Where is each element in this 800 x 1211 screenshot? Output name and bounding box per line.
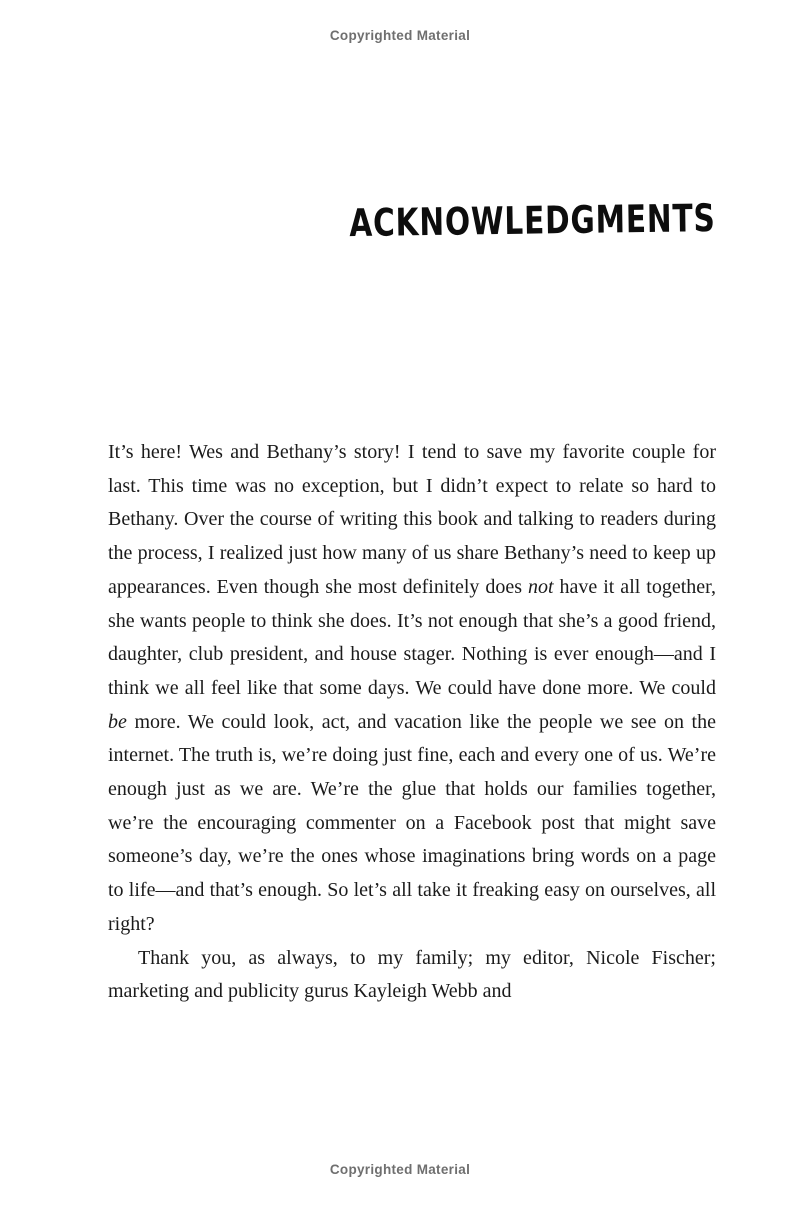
italic-word-not: not bbox=[527, 575, 554, 598]
copyright-notice-top: Copyrighted Material bbox=[329, 28, 471, 43]
page-body bbox=[108, 436, 716, 1009]
copyright-notice-bottom: Copyrighted Material bbox=[329, 1162, 471, 1177]
paragraph-1-text-b: have it all together, she wants people to think she does. It’s not enough that she’s a good friend, daughter, club president, and house stager. Nothing is ever enough—and I think we all feel like that some days. We could have done more. We could bbox=[108, 575, 716, 699]
paragraph-1 bbox=[108, 436, 716, 942]
italic-word-be: be bbox=[108, 710, 127, 733]
paragraph-1-text-c: more. We could look, act, and vacation like the people we see on the internet. The truth is, we’re doing just fine, each and every one of us. We’re enough just as we are. We’re the glue that holds our families together, we’re the encouraging commenter on a Facebook post that might save someone’s day, we’re the ones whose imaginations bring words on a page to life—and that’s enough. So let’s all take it freaking easy on ourselves, all right? bbox=[108, 710, 716, 935]
paragraph-1-text-a: It’s here! Wes and Bethany’s story! I tend to save my favorite couple for last. This time was no exception, but I didn’t expect to relate so hard to Bethany. Over the course of writing this book and talking to readers during the process, I realized just how many of us share Bethany’s need to keep up appearances. Even though she most definitely does bbox=[108, 441, 716, 598]
paragraph-2: Thank you, as always, to my family; my editor, Nicole Fischer; marketing and publicity gurus Kayleigh Webb and bbox=[108, 946, 716, 1003]
acknowledgments-heading: ACKNOWLEDGMENTS bbox=[349, 196, 717, 246]
